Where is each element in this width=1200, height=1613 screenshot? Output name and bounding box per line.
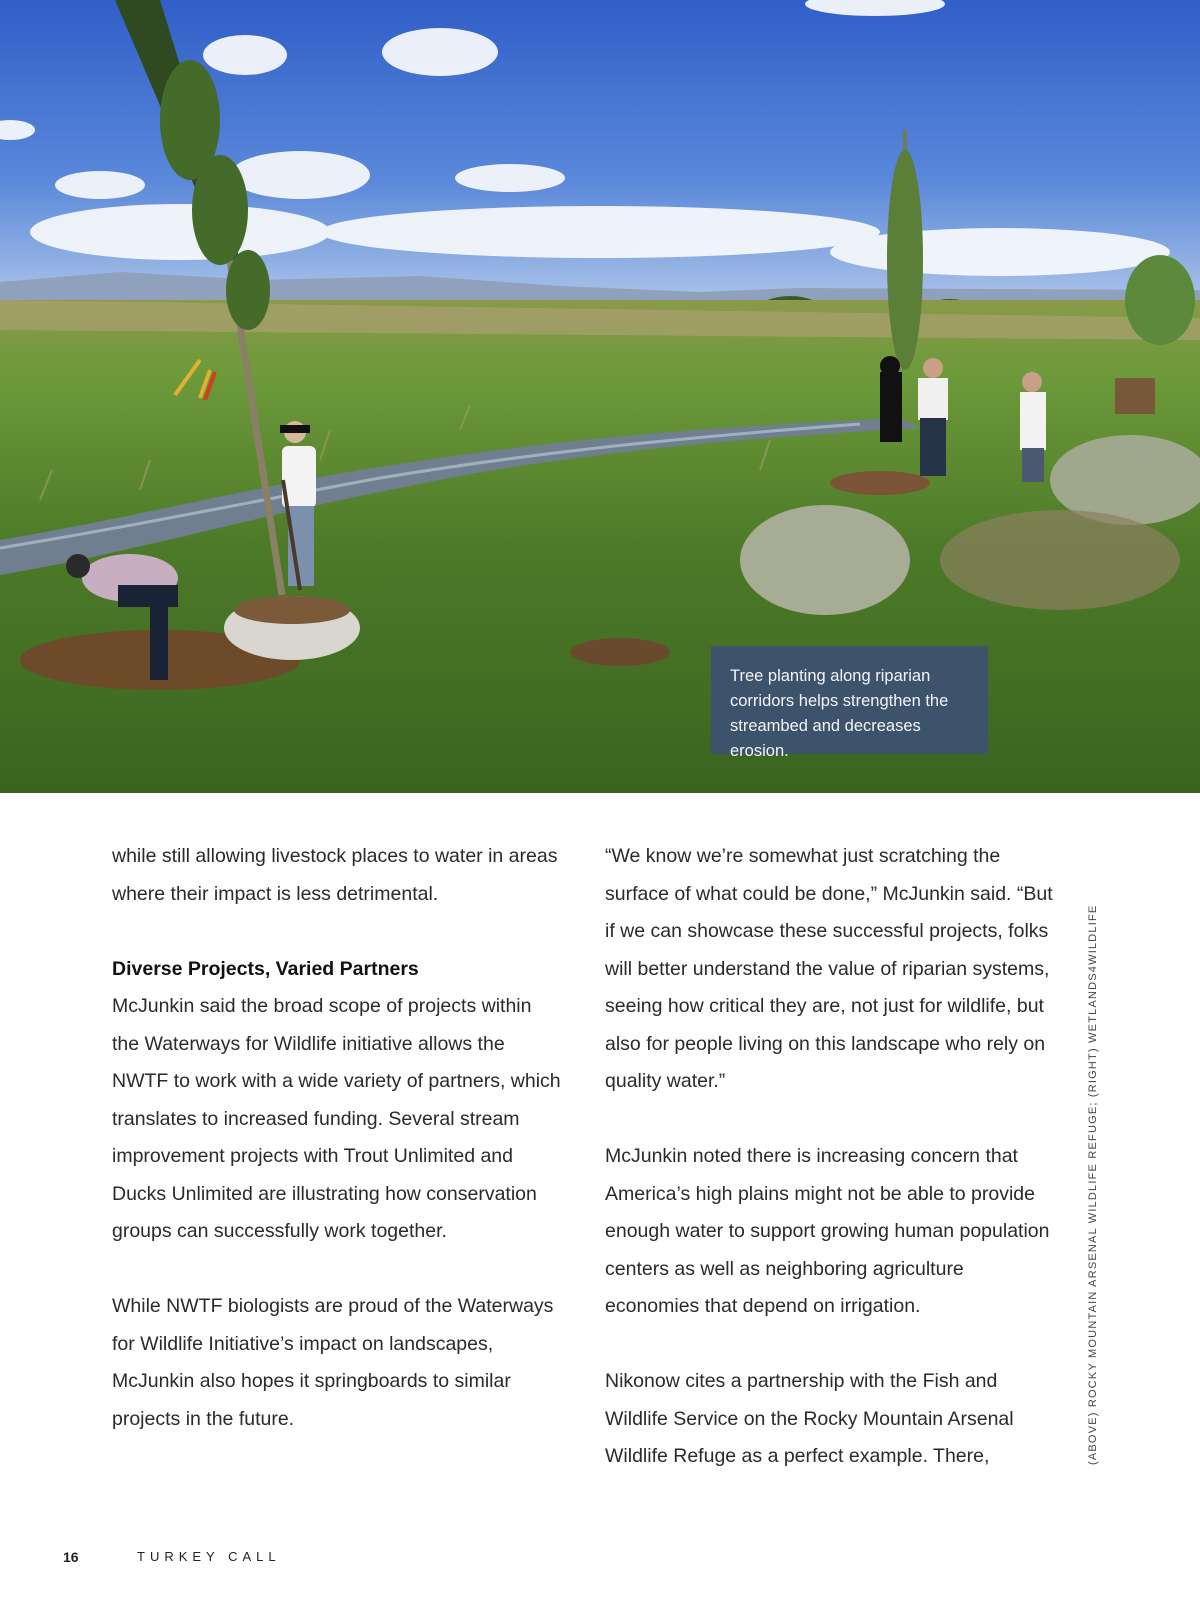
paragraph: “We know we’re somewhat just scratching the surface of what could be done,” McJunkin said. “But if we can showcase these successful projects, folks will better understand the value of riparian systems, seeing how critical they are, not just for wildlife, but also for people living on this landscape who rely on quality water.” <box>605 845 1053 1092</box>
paragraph <box>112 951 562 1251</box>
photo-illustration <box>0 0 1200 793</box>
right-column <box>605 838 1055 1513</box>
photo-credit: (ABOVE) ROCKY MOUNTAIN ARSENAL WILDLIFE REFUGE; (RIGHT) WETLANDS4WILDLIFE <box>1087 904 1099 1465</box>
section-subhead: Diverse Projects, Varied Partners <box>112 957 419 980</box>
magazine-name: TURKEY CALL <box>137 1549 281 1564</box>
photo-caption: Tree planting along riparian corridors helps strengthen the streambed and decreases erosion. <box>711 646 988 754</box>
left-column <box>112 838 562 1476</box>
landscape-photo <box>0 0 1200 793</box>
paragraph: While NWTF biologists are proud of the Waterways for Wildlife Initiative’s impact on landscapes, McJunkin also hopes it springboards to similar projects in the future. <box>112 1295 554 1430</box>
page-number: 16 <box>63 1549 79 1565</box>
paragraph-body: McJunkin said the broad scope of projects within the Waterways for Wildlife initiative allows the NWTF to work with a wide variety of partners, which translates to increased funding. Several stream improvement projects with Trout Unlimited and Ducks Unlimited are illustrating how conservation groups can successfully work together. <box>112 995 561 1242</box>
paragraph: McJunkin noted there is increasing concern that America’s high plains might not be able to provide enough water to support growing human population centers as well as neighboring agriculture economies that depend on irrigation. <box>605 1145 1050 1317</box>
paragraph: Nikonow cites a partnership with the Fish and Wildlife Service on the Rocky Mountain Arsenal Wildlife Refuge as a perfect example. There, <box>605 1370 1014 1467</box>
paragraph: while still allowing livestock places to water in areas where their impact is less detrimental. <box>112 845 558 905</box>
